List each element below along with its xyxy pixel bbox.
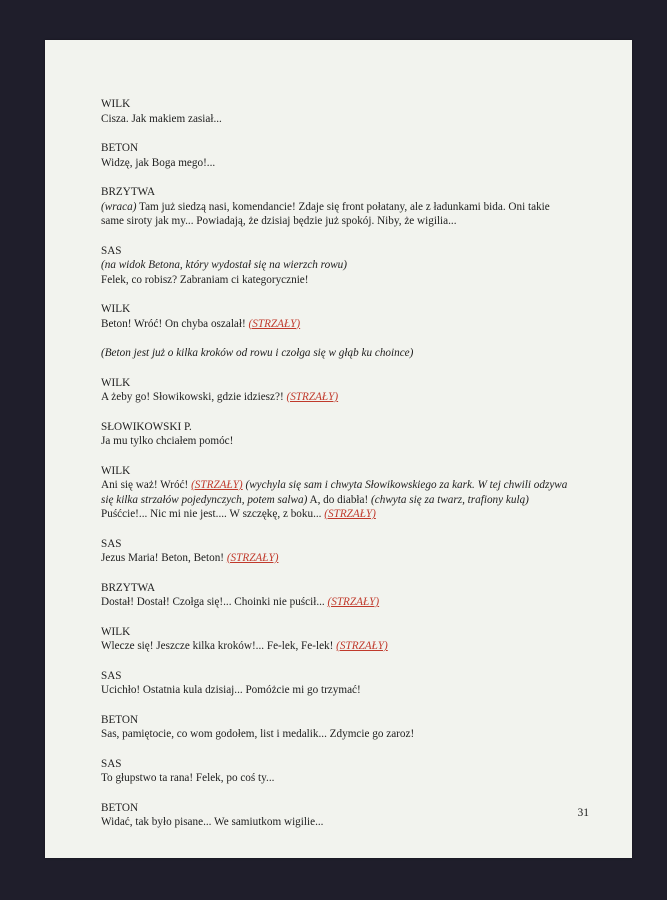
dialogue-line — [101, 156, 571, 171]
speaker-name: WILK — [101, 376, 131, 389]
stage-direction: (Beton jest już o kilka kroków od rowu i czołga się w głąb ku choince) — [101, 347, 414, 359]
speaker-name: BRZYTWA — [101, 186, 156, 198]
dialogue-text: To głupstwo ta rana! Felek, po coś ty... — [101, 772, 275, 784]
dialogue-text: Dostał! Dostał! Czołga się!... Choinki nie puścił... — [101, 596, 328, 608]
dialogue-line — [101, 815, 571, 830]
speaker-name: SAS — [101, 669, 122, 682]
dialogue-block — [101, 244, 571, 288]
dialogue-line — [101, 771, 571, 786]
dialogue-text: Widzę, jak Boga mego!... — [101, 156, 216, 169]
dialogue-block — [101, 801, 571, 830]
dialogue-line — [101, 551, 571, 566]
dialogue-line — [101, 258, 571, 273]
sound-effect-cue: (STRZAŁY) — [191, 479, 243, 491]
sound-effect-cue: (STRZAŁY) — [324, 508, 376, 520]
sound-effect-cue: (STRZAŁY) — [286, 391, 339, 403]
stage-direction: (na widok Betona, który wydostał się na wierzch rowu) — [101, 259, 347, 271]
speaker-name: WILK — [101, 625, 131, 638]
dialogue-block — [101, 625, 571, 654]
dialogue-block — [101, 185, 571, 229]
dialogue-line — [101, 112, 571, 127]
dialogue-line — [101, 317, 571, 332]
dialogue-block — [101, 420, 571, 449]
dialogue-block — [101, 669, 571, 698]
dialogue-block — [101, 141, 571, 170]
speaker-name: BETON — [101, 142, 139, 154]
dialogue-text: Tam już siedzą nasi, komendancie! Zdaje się front połatany, ale z ładunkami bida. Oni takie same siroty jak my... Powiadają, że dzisiaj będzie już spokój. Niby, że wigilia... — [101, 200, 550, 227]
dialogue-line — [101, 200, 571, 229]
dialogue-block — [101, 376, 571, 405]
dialogue-block — [101, 346, 571, 361]
stage-direction: (wraca) — [101, 200, 137, 213]
dialogue-block — [101, 537, 571, 566]
script-page — [45, 40, 632, 858]
speaker-name: BETON — [101, 713, 139, 726]
dialogue-line — [101, 683, 571, 698]
dialogue-body — [101, 97, 571, 845]
dialogue-block — [101, 302, 571, 331]
dialogue-line — [101, 478, 571, 522]
sound-effect-cue: (STRZAŁY) — [327, 596, 380, 608]
dialogue-block — [101, 464, 571, 522]
dialogue-block — [101, 97, 571, 126]
dialogue-text: Felek, co robisz? Zabraniam ci kategorycznie! — [101, 273, 309, 286]
dialogue-line — [101, 346, 571, 361]
dialogue-text: Ucichło! Ostatnia kula dzisiaj... Pomóżcie mi go trzymać! — [101, 684, 361, 696]
sound-effect-cue: (STRZAŁY) — [248, 317, 301, 330]
dialogue-text: Ja mu tylko chciałem pomóc! — [101, 435, 234, 447]
stage-direction: (chwyta się za twarz, trafiony kulą) — [371, 493, 529, 506]
dialogue-text: A żeby go! Słowikowski, gdzie idziesz?! — [101, 391, 287, 403]
speaker-name: SAS — [101, 244, 122, 257]
dialogue-block — [101, 713, 571, 742]
dialogue-text: Widać, tak było pisane... We samiutkom wigilie... — [101, 816, 324, 828]
dialogue-text: Beton! Wróć! On chyba oszalał! — [101, 317, 249, 330]
dialogue-text: Sas, pamiętocie, co wom godołem, list i medalik... Zdymcie go zaroz! — [101, 728, 415, 740]
dialogue-block — [101, 581, 571, 610]
stage-direction: (wychyla się sam i chwyta Słowikowskiego za kark. W tej chwili odzywa się kilka strzałów pojedynczych, potem salwa) — [101, 479, 568, 506]
dialogue-text: Jezus Maria! Beton, Beton! — [101, 552, 227, 564]
dialogue-text: Ani się waż! Wróć! — [101, 479, 192, 491]
dialogue-line — [101, 434, 571, 449]
dialogue-line — [101, 595, 571, 610]
dialogue-text: Puśćcie!... Nic mi nie jest.... W szczękę, z boku... — [101, 508, 325, 520]
dialogue-block — [101, 757, 571, 786]
speaker-name: SAS — [101, 757, 122, 770]
sound-effect-cue: (STRZAŁY) — [226, 552, 279, 564]
speaker-name: SAS — [101, 537, 122, 550]
page-number: 31 — [577, 807, 589, 819]
speaker-name: WILK — [101, 464, 131, 477]
dialogue-text: A, do diabła! — [307, 493, 372, 506]
dialogue-line — [101, 273, 571, 288]
speaker-name: BRZYTWA — [101, 581, 156, 594]
speaker-name: SŁOWIKOWSKI P. — [101, 420, 192, 433]
dialogue-line — [101, 639, 571, 654]
speaker-name: BETON — [101, 801, 139, 814]
dialogue-text: Wlecze się! Jeszcze kilka kroków!... Fe-lek, Fe-lek! — [101, 640, 337, 652]
speaker-name: WILK — [101, 303, 131, 315]
dialogue-line — [101, 390, 571, 405]
speaker-name: WILK — [101, 98, 131, 110]
dialogue-line — [101, 727, 571, 742]
sound-effect-cue: (STRZAŁY) — [336, 640, 388, 652]
dialogue-text: Cisza. Jak makiem zasiał... — [101, 112, 222, 125]
